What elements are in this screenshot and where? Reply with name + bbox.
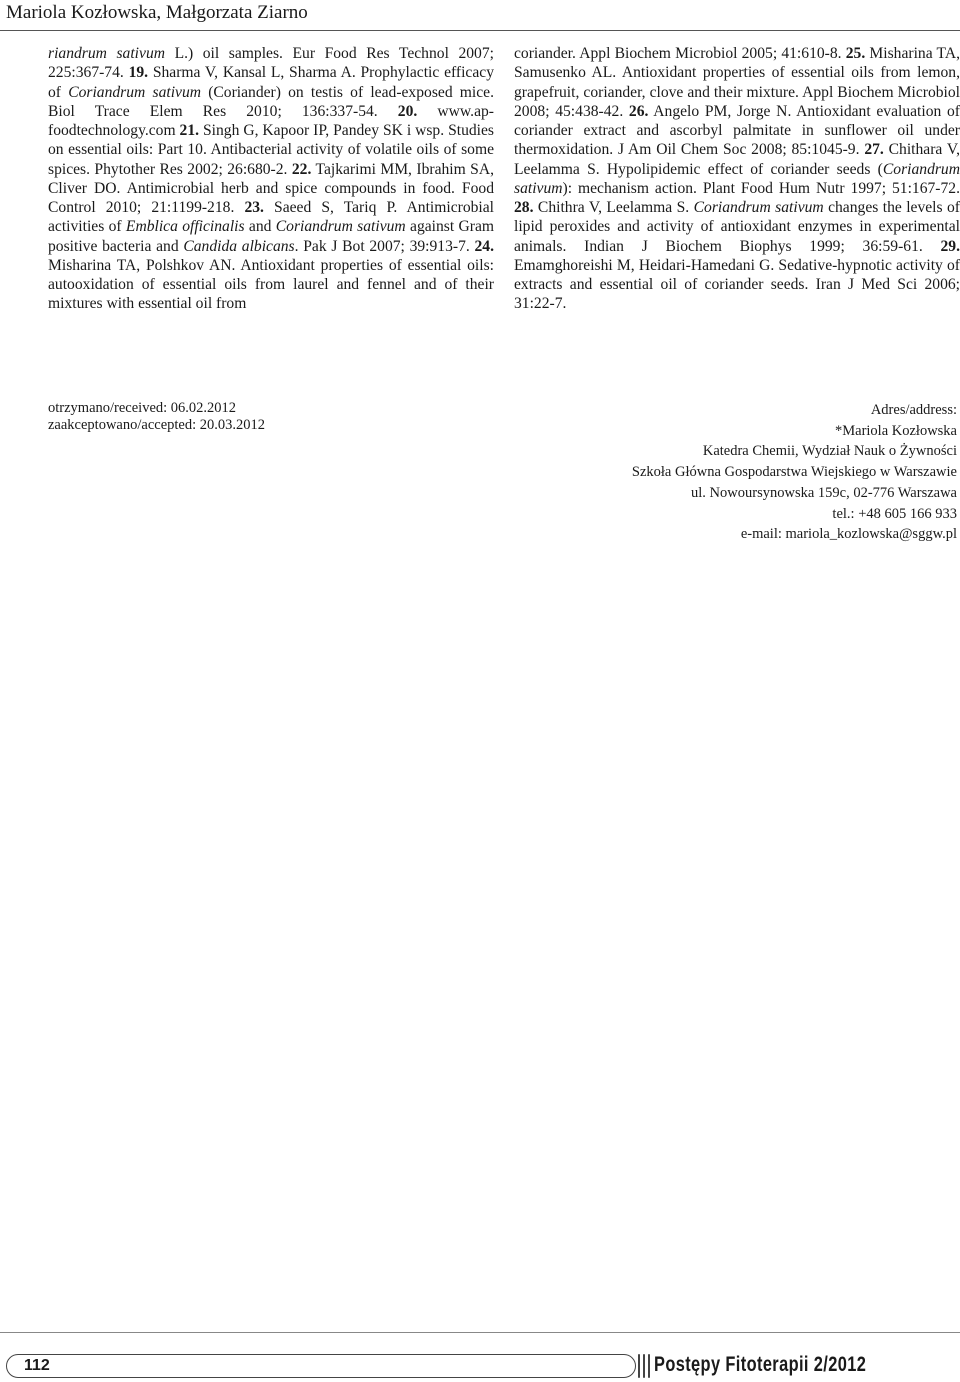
- reference-text: Chithra V, Leelamma S.: [533, 199, 694, 216]
- header-rule: [0, 30, 960, 31]
- reference-number: 29.: [940, 237, 960, 255]
- received-date: otrzymano/received: 06.02.2012: [48, 400, 237, 416]
- reference-number: 19.: [128, 64, 149, 82]
- reference-number: 20.: [397, 102, 418, 120]
- reference-number: 27.: [864, 141, 884, 159]
- species-name: Coriandrum sativum: [693, 199, 824, 216]
- reference-number: 26.: [628, 102, 649, 120]
- reference-text: and: [244, 218, 276, 236]
- reference-text: www.ap-foodtechnology.com: [48, 102, 494, 139]
- running-header: Mariola Kozłowska, Małgorzata Ziarno: [6, 2, 308, 23]
- reference-text: coriander. Appl Biochem Microbiol 2005; 41:610-8.: [514, 45, 846, 62]
- address-email[interactable]: e-mail: mariola_kozlowska@sggw.pl: [740, 526, 957, 543]
- accepted-date: zaakceptowano/accepted: 20.03.2012: [48, 417, 266, 433]
- reference-text: Tajkarimi MM, Ibrahim SA, Cliver DO. Antimicrobial herb and spice compounds in food. Food Control 2010; 21:1199-218.: [48, 160, 494, 216]
- reference-text: Singh G, Kapoor IP, Pandey SK i wsp. Studies on essential oils: Part 10. Antibacterial activity of volatile oils of some spices. Phytother Res 2002; 26:680-2.: [48, 122, 494, 178]
- reference-text: (Coriander) on testis of lead-exposed mice. Biol Trace Elem Res 2010; 136:337-54.: [48, 83, 495, 120]
- references-right-column: [514, 44, 960, 314]
- reference-text: Sharma V, Kansal L, Sharma A. Prophylactic efficacy of: [48, 64, 494, 101]
- reference-number: 28.: [514, 199, 534, 216]
- species-name: Coriandrum sativum: [514, 160, 960, 197]
- submission-dates: [48, 400, 265, 434]
- reference-number: 25.: [845, 45, 866, 62]
- footer-divider-bars: [638, 1354, 650, 1378]
- species-name: Emblica officinalis: [125, 218, 245, 236]
- reference-number: 22.: [291, 160, 312, 178]
- footer-rule: [0, 1332, 960, 1333]
- species-name: Coriandrum sativum: [275, 218, 406, 236]
- reference-number: 21.: [179, 122, 200, 139]
- address-street: ul. Nowoursynowska 159c, 02-776 Warszawa: [691, 484, 957, 501]
- reference-text: changes the levels of lipid peroxides and activity of antioxidant enzymes in experimental animals. Indian J Biochem Biophys 1999; 36:59-61.: [514, 199, 960, 255]
- reference-text: ): mechanism action. Plant Food Hum Nutr 1997; 51:167-72.: [562, 179, 960, 197]
- reference-text: against Gram positive bacteria and: [48, 218, 495, 255]
- reference-text: Angelo PM, Jorge N. Antioxidant evaluation of coriander extract and ascorbyl palmitate in sunflower oil under thermoxidation. J Am Oil Chem Soc 2008; 85:1045-9.: [514, 102, 960, 159]
- address-heading: Adres/address:: [870, 402, 957, 418]
- reference-text: Emamghoreishi M, Heidari-Hamedani G. Sedative-hypnotic activity of extracts and essential oil of coriander seeds. Iran J Med Sci 2006; 31:22-7.: [514, 256, 960, 313]
- reference-number: 23.: [244, 199, 264, 216]
- reference-text: Chithara V, Leelamma S. Hypolipidemic effect of coriander seeds (: [514, 141, 960, 178]
- page-number-frame: [6, 1354, 636, 1378]
- reference-text: . Pak J Bot 2007; 39:913-7.: [294, 237, 475, 255]
- reference-text: Misharina TA, Polshkov AN. Antioxidant properties of essential oils: autooxidation of essential oils from laurel and fennel and of their mixtures with essential oil from: [48, 256, 494, 313]
- address-phone: tel.: +48 605 166 933: [832, 505, 957, 522]
- journal-title: Postępy Fitoterapii 2/2012: [654, 1353, 867, 1376]
- correspondence-address: [632, 400, 957, 545]
- species-name: Candida albicans: [183, 237, 295, 255]
- reference-number: 24.: [474, 237, 494, 255]
- species-name: riandrum sativum: [48, 45, 165, 62]
- reference-text: Saeed S, Tariq P. Antimicrobial activities of: [48, 199, 494, 236]
- address-name: *Mariola Kozłowska: [834, 422, 957, 439]
- page-number: 112: [24, 1357, 50, 1374]
- address-department: Katedra Chemii, Wydział Nauk o Żywności: [702, 443, 957, 460]
- reference-text: Misharina TA, Samusenko AL. Antioxidant properties of essential oils from lemon, grapefruit, coriander, clove and their mixture. Appl Biochem Microbiol 2008; 45:438-42.: [514, 45, 960, 120]
- reference-text: L.) oil samples. Eur Food Res Technol 2007; 225:367-74.: [48, 45, 494, 82]
- references-left-column: [48, 44, 494, 314]
- species-name: Coriandrum sativum: [68, 83, 202, 101]
- address-institution: Szkoła Główna Gospodarstwa Wiejskiego w Warszawie: [631, 464, 957, 481]
